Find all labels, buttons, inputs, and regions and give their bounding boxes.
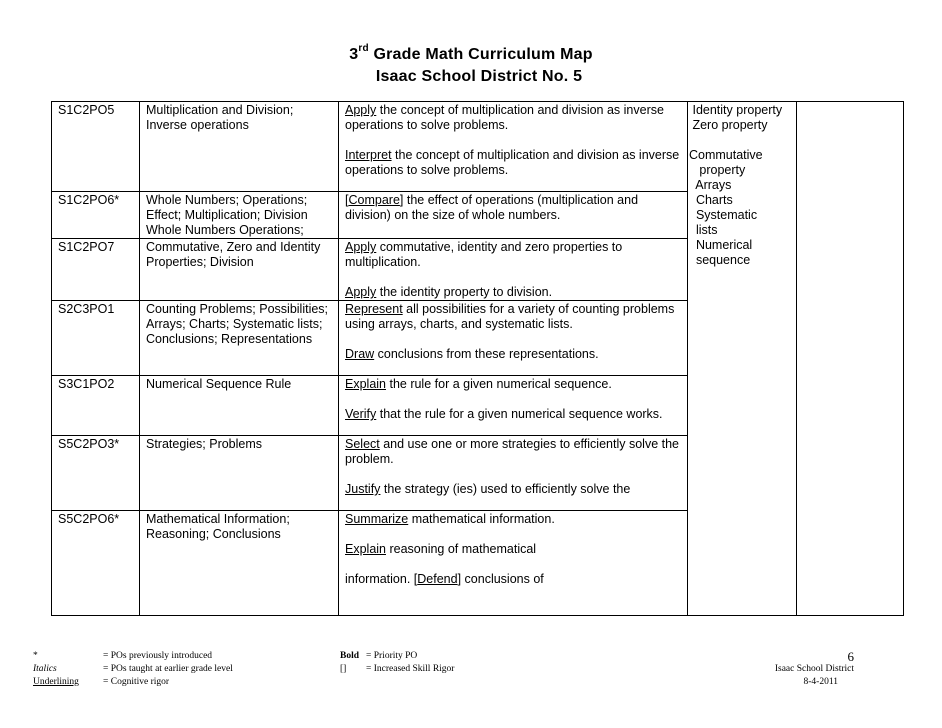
rigor-verb: Explain: [345, 542, 386, 556]
objective-statement: [345, 302, 681, 332]
rigor-verb: Verify: [345, 407, 377, 421]
concept-cell: Multiplication and Division; Inverse operations: [140, 102, 339, 192]
objective-text: conclusions from these representations.: [374, 347, 599, 361]
objective-text: the concept of multiplication and division as inverse operations to solve problems.: [345, 103, 664, 132]
footer-date: 8-4-2011: [803, 677, 838, 687]
curriculum-table-body: [52, 102, 904, 616]
rigor-verb: Compare: [348, 193, 400, 207]
grade-ordinal-suffix: rd: [358, 43, 369, 54]
legend-symbol-brackets: []: [340, 664, 347, 674]
legend-symbol-italics: Italics: [33, 664, 57, 674]
objective-text: the rule for a given numerical sequence.: [386, 377, 612, 391]
po-code: S1C2PO5: [52, 102, 140, 192]
objective-statement: [345, 347, 681, 362]
objective-text: and use one or more strategies to efficiently solve the problem.: [345, 437, 679, 466]
title-line-1: [0, 44, 942, 66]
paragraph-gap: [345, 557, 681, 572]
concept-cell: Whole Numbers; Operations; Effect; Multiplication; Division Whole Numbers Operations;: [140, 192, 339, 239]
objective-text: commutative, identity and zero properties to multiplication.: [345, 240, 623, 269]
objective-text: that the rule for a given numerical sequence works.: [376, 407, 663, 421]
rigor-verb: Explain: [345, 377, 386, 391]
po-code: S5C2PO6*: [52, 511, 140, 616]
po-code: S3C1PO2: [52, 376, 140, 436]
concept-cell: Mathematical Information; Reasoning; Conclusions: [140, 511, 339, 616]
rigor-verb: Defend: [417, 572, 458, 586]
footer-right: [775, 650, 854, 689]
po-code: S2C3PO1: [52, 301, 140, 376]
objective-statement: [345, 240, 681, 270]
footer-district: Isaac School District: [774, 664, 854, 674]
objective-text: the strategy (ies) used to efficiently solve the: [380, 482, 631, 496]
concept-cell: Counting Problems; Possibilities; Arrays; Charts; Systematic lists; Conclusions; Representations: [140, 301, 339, 376]
legend-mid-symbols: [340, 650, 359, 676]
grade-number: 3: [349, 46, 359, 63]
concept-cell: Numerical Sequence Rule: [140, 376, 339, 436]
po-code: S1C2PO7: [52, 239, 140, 301]
objective-statement: [345, 482, 681, 497]
objective-cell: [339, 436, 688, 511]
legend-symbol-underlining: Underlining: [33, 677, 79, 687]
legend-symbol-bold: Bold: [340, 651, 360, 661]
title-text: Grade Math Curriculum Map: [368, 46, 593, 63]
objective-text: the effect of operations (multiplication and division) on the size of whole numbers.: [345, 193, 639, 222]
legend-desc-italics: = POs taught at earlier grade level: [103, 664, 233, 674]
objective-cell: [339, 376, 688, 436]
legend-desc-underlining: = Cognitive rigor: [103, 677, 170, 687]
concept-cell: Strategies; Problems: [140, 436, 339, 511]
paragraph-gap: [345, 467, 681, 482]
objective-cell: [339, 192, 688, 239]
objective-statement: [345, 377, 681, 392]
district-title: Isaac School District No. 5: [375, 68, 583, 85]
paragraph-gap: [345, 527, 681, 542]
paragraph-gap: [345, 133, 681, 148]
page-number: 6: [847, 649, 854, 664]
paragraph-gap: [345, 270, 681, 285]
page-title: [0, 44, 942, 88]
objective-statement: [345, 437, 681, 467]
paragraph-gap: [345, 332, 681, 347]
rigor-verb: Justify: [345, 482, 381, 496]
rigor-verb: Summarize: [345, 512, 409, 526]
rigor-verb: Interpret: [345, 148, 392, 162]
rigor-verb: Select: [345, 437, 380, 451]
objective-text: the identity property to division.: [376, 285, 553, 299]
rigor-verb: Represent: [345, 302, 403, 316]
objective-text: all possibilities for a variety of counting problems using arrays, charts, and systematic lists.: [345, 302, 675, 331]
objective-statement: [345, 512, 681, 527]
objective-statement: [345, 407, 681, 422]
legend-symbol-asterisk: *: [33, 651, 38, 661]
objective-statement: [Compare] the effect of operations (multiplication and division) on the size of whole numbers.: [345, 193, 639, 222]
legend-left-symbols: [33, 650, 79, 689]
table-row: [52, 102, 904, 192]
objective-statement: information. [Defend] conclusions of: [345, 572, 544, 586]
empty-cell: [797, 102, 904, 616]
po-code: S5C2PO3*: [52, 436, 140, 511]
curriculum-table: [51, 101, 904, 616]
objective-text: the concept of multiplication and division as inverse operations to solve problems.: [345, 148, 680, 177]
po-code: S1C2PO6*: [52, 192, 140, 239]
vocabulary-cell: Identity property Zero property Commutative property Arrays Charts Systematic lists Numerical sequence: [688, 102, 797, 616]
rigor-verb: Apply: [345, 103, 377, 117]
legend-desc-asterisk: = POs previously introduced: [103, 651, 213, 661]
objective-text: reasoning of mathematical: [386, 542, 537, 556]
rigor-verb: Apply: [345, 285, 377, 299]
objective-statement: [345, 148, 681, 178]
paragraph-gap: [345, 392, 681, 407]
rigor-verb: Draw: [345, 347, 375, 361]
objective-statement: [345, 542, 681, 557]
objective-statement: [345, 285, 681, 300]
objective-cell: [339, 239, 688, 301]
legend-left-descriptions: [103, 650, 233, 689]
objective-cell: [339, 301, 688, 376]
objective-text: conclusions of: [461, 572, 544, 586]
legend-mid-descriptions: [366, 650, 454, 676]
objective-prefix: information.: [345, 572, 414, 586]
legend-desc-brackets: = Increased Skill Rigor: [366, 664, 455, 674]
rigor-verb: Apply: [345, 240, 377, 254]
concept-cell: Commutative, Zero and Identity Properties; Division: [140, 239, 339, 301]
objective-cell: [339, 511, 688, 616]
objective-text: mathematical information.: [408, 512, 555, 526]
objective-statement: [345, 103, 681, 133]
legend-desc-bold: = Priority PO: [366, 651, 418, 661]
objective-cell: [339, 102, 688, 192]
